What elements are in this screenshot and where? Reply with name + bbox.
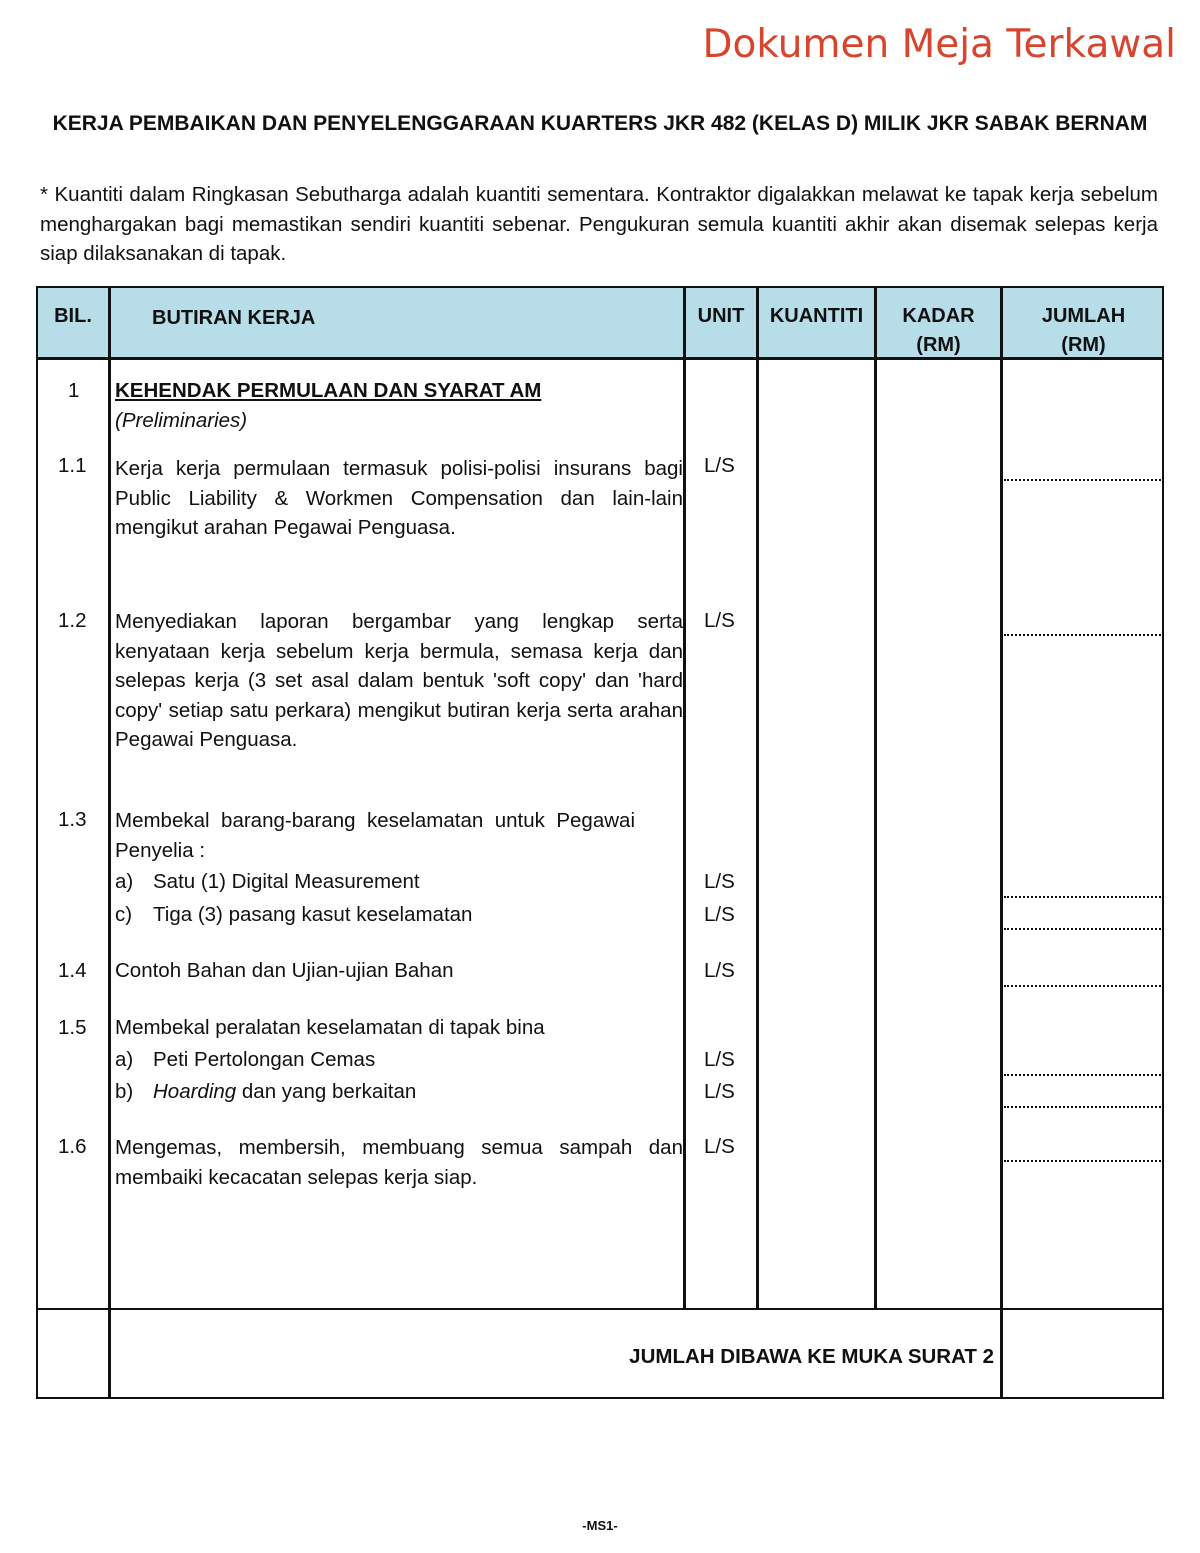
sub-item-text: Tiga (3) pasang kasut keselamatan xyxy=(153,903,473,926)
item-description: Contoh Bahan dan Ujian-ujian Bahan xyxy=(115,959,454,982)
item-number: 1.4 xyxy=(58,959,87,982)
amount-entry-line[interactable] xyxy=(1004,1160,1164,1162)
section-subtitle: (Preliminaries) xyxy=(115,408,248,432)
item-unit: L/S xyxy=(704,870,735,893)
header-kadar-line2: (RM) xyxy=(916,334,961,356)
document-title: KERJA PEMBAIKAN DAN PENYELENGGARAAN KUARTERS JKR 482 (KELAS D) MILIK JKR SABAK BERNAM xyxy=(52,112,1148,135)
controlled-document-stamp: Dokumen Meja Terkawal xyxy=(702,22,1176,67)
item-unit: L/S xyxy=(704,959,735,982)
sub-item-label: a) xyxy=(115,870,134,893)
item-unit: L/S xyxy=(704,609,735,632)
item-unit: L/S xyxy=(704,1135,735,1158)
sub-item xyxy=(115,903,472,927)
amount-entry-line[interactable] xyxy=(1004,1106,1164,1108)
amount-entry-line[interactable] xyxy=(1004,479,1164,481)
page-number: -MS1- xyxy=(582,1518,618,1533)
header-bil: BIL. xyxy=(54,305,92,327)
item-description: Menyediakan laporan bergambar yang lengkap serta kenyataan kerja sebelum kerja bermula, semasa kerja dan selepas kerja (3 set asal dalam bentuk 'soft copy' dan 'hard copy' setiap satu perkara) mengikut butiran kerja serta arahan Pegawai Penguasa. xyxy=(115,610,683,751)
item-number: 1.3 xyxy=(58,808,87,831)
col-divider-bil xyxy=(108,288,111,1399)
amount-entry-line[interactable] xyxy=(1004,1074,1164,1076)
sub-item-text: Satu (1) Digital Measurement xyxy=(153,870,420,893)
sub-item-label: c) xyxy=(115,903,133,926)
col-divider-kadar xyxy=(1000,288,1003,1399)
header-jumlah-line1: JUMLAH xyxy=(1041,305,1126,327)
bill-of-quantities-table xyxy=(36,286,1164,1399)
item-number: 1.2 xyxy=(58,609,87,632)
header-unit: UNIT xyxy=(697,305,745,327)
header-butiran: BUTIRAN KERJA xyxy=(152,307,316,329)
item-description: Membekal peralatan keselamatan di tapak bina xyxy=(115,1016,545,1039)
total-row-divider xyxy=(38,1308,1162,1310)
header-kuantiti: KUANTITI xyxy=(769,305,864,327)
item-description: Mengemas, membersih, membuang semua sampah dan membaiki kecacatan selepas kerja siap. xyxy=(115,1136,683,1189)
header-kadar-line1: KADAR xyxy=(902,305,975,327)
amount-entry-line[interactable] xyxy=(1004,896,1164,898)
header-jumlah-line2: (RM) xyxy=(1061,334,1106,356)
col-divider-kuantiti xyxy=(874,288,877,1310)
amount-entry-line[interactable] xyxy=(1004,985,1164,987)
sub-item-text-italic: Hoarding xyxy=(153,1080,237,1103)
header-jumlah xyxy=(1003,302,1164,360)
item-unit: L/S xyxy=(704,1080,735,1103)
item-unit: L/S xyxy=(704,1048,735,1071)
item-unit: L/S xyxy=(704,454,735,477)
quantity-note: * Kuantiti dalam Ringkasan Sebutharga adalah kuantiti sementara. Kontraktor digalakkan melawat ke tapak kerja sebelum menghargakan bagi memastikan sendiri kuantiti sebenar. Pengukuran semula kuantiti akhir akan disemak selepas kerja siap dilaksanakan di tapak. xyxy=(40,183,1158,265)
col-divider-butiran xyxy=(683,288,686,1310)
section-title: KEHENDAK PERMULAAN DAN SYARAT AM xyxy=(115,379,542,402)
sub-item-label: a) xyxy=(115,1048,134,1071)
amount-entry-line[interactable] xyxy=(1004,928,1164,930)
item-unit: L/S xyxy=(704,903,735,926)
item-description: Membekal barang-barang keselamatan untuk Pegawai Penyelia : xyxy=(115,809,635,862)
amount-entry-line[interactable] xyxy=(1004,634,1164,636)
sub-item-text: Peti Pertolongan Cemas xyxy=(153,1048,376,1071)
section-heading xyxy=(115,376,683,435)
sub-item xyxy=(115,1080,416,1104)
header-kadar xyxy=(877,302,1000,360)
item-number: 1.6 xyxy=(58,1135,87,1158)
item-number: 1.5 xyxy=(58,1016,87,1039)
sub-item-text: dan yang berkaitan xyxy=(236,1080,417,1103)
col-divider-unit xyxy=(756,288,759,1310)
sub-item-label: b) xyxy=(115,1080,134,1103)
item-description: Kerja kerja permulaan termasuk polisi-polisi insurans bagi Public Liability & Workmen Compensation dan lain-lain mengikut arahan Pegawai Penguasa. xyxy=(115,457,683,539)
sub-item xyxy=(115,870,420,894)
section-number: 1 xyxy=(68,379,80,402)
total-carried-forward-label: JUMLAH DIBAWA KE MUKA SURAT 2 xyxy=(629,1345,994,1368)
item-number: 1.1 xyxy=(58,454,87,477)
sub-item xyxy=(115,1048,375,1072)
